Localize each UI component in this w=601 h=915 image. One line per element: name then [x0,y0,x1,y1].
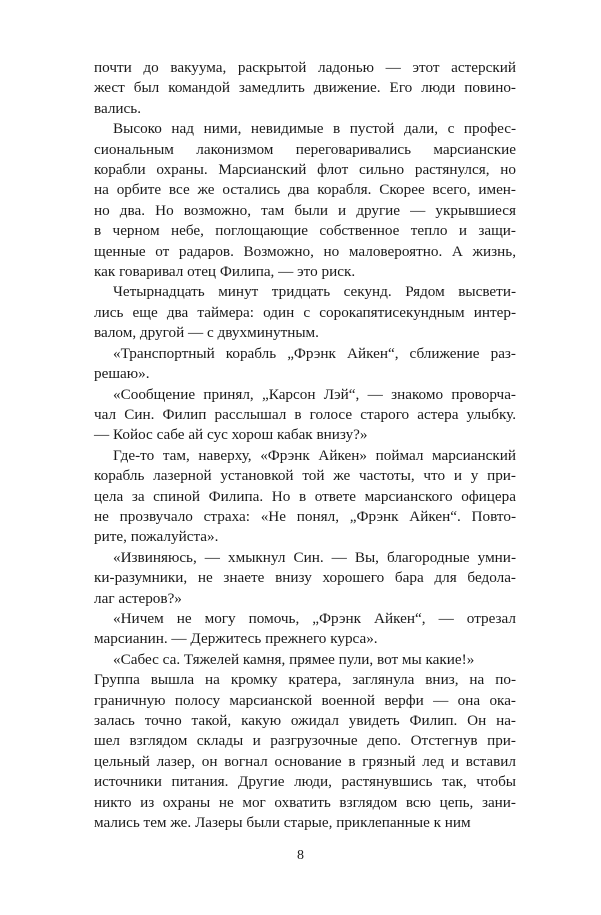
page-number: 8 [297,848,304,863]
text-line: жест был командой замедлить движение. Его люди повино- [94,79,516,97]
text-line: «Сообщение принял, „Карсон Лэй“, — знакомо проворча- [113,385,516,403]
text-line: но два. Но возможно, там были и другие — укрывшиеся [94,201,516,219]
text-line: рите, пожалуйста». [94,528,219,546]
text-line: валом, другой — с двухминутным. [94,324,319,342]
text-line: на орбите все же остались два корабля. Скорее всего, имен- [94,181,516,199]
text-line: ки-разумники, не знаете внизу хорошего бара для бедола- [94,569,516,587]
text-line: вались. [94,99,142,117]
text-line: мались тем же. Лазеры были старые, приклепанные к ним [94,814,471,832]
paragraph [94,446,516,548]
paragraph [94,282,516,343]
text-line: «Ничем не могу помочь, „Фрэнк Айкен“, — отрезал [113,609,516,627]
paragraph [94,609,516,650]
paragraph [94,548,516,609]
text-line: Высоко над ними, невидимые в пустой дали, с профес- [113,120,516,138]
text-line: шел взглядом склады и разгрузочные депо. Отстегнув при- [94,732,516,750]
paragraph [94,670,516,833]
text-line: цельный лазер, он вогнал основание в грязный лед и вставил [94,752,516,770]
paragraph [94,344,516,385]
text-line: марсианин. — Держитесь прежнего курса». [94,630,378,648]
text-line: щенные от радаров. Возможно, но маловероятно. А жизнь, [94,242,516,260]
text-line: граничную полосу марсианской военной верфи — она ока- [94,691,516,709]
text-line: источники питания. Другие люди, растянувшись так, чтобы [94,773,516,791]
text-line: корабли охраны. Марсианский флот сильно растянулся, но [94,161,516,179]
text-line: не прозвучало страха: «Не понял, „Фрэнк Айкен“. Повто- [94,507,516,525]
text-line: «Транспортный корабль „Фрэнк Айкен“, сближение раз- [113,344,516,362]
text-line: Четырнадцать минут тридцать секунд. Рядом высвети- [113,283,516,301]
text-line: цела за спиной Филипа. Но в ответе марсианского офицера [94,487,516,505]
paragraph [94,650,516,670]
text-line: лись еще два таймера: один с сорокапятисекундным интер- [94,303,516,321]
text-line: Группа вышла на кромку кратера, заглянула вниз, на по- [94,671,516,689]
text-line: как говаривал отец Филипа, — это риск. [94,263,356,281]
text-line: в черном небе, поглощающие собственное тепло и защи- [94,222,516,240]
text-line: «Извиняюсь, — хмыкнул Син. — Вы, благородные умни- [113,548,516,566]
text-line: сиональным лаконизмом переговаривались марсианские [94,140,516,158]
text-line: лаг астеров?» [94,589,182,607]
paragraph [94,385,516,446]
text-line: «Сабес са. Тяжелей камня, прямее пули, вот мы какие!» [113,650,475,668]
text-line: залась точно такой, какую ожидал увидеть Филип. Он на- [94,712,516,729]
text-line: никто из охраны не мог охватить взглядом всю цепь, зани- [94,793,516,811]
paragraph [94,58,516,119]
paragraph [94,119,516,282]
text-line: — Койос сабе ай сус хорош кабак внизу?» [94,426,368,444]
text-line: чал Син. Филип расслышал в голосе старого астера улыбку. [94,405,516,423]
body-text [94,58,516,833]
text-line: решаю». [94,365,150,383]
text-line: корабль лазерной установкой той же частоты, что и у при- [94,467,516,485]
text-line: почти до вакуума, раскрытой ладонью — этот астерский [94,59,516,76]
text-line: Где-то там, наверху, «Фрэнк Айкен» поймал марсианский [113,446,516,464]
